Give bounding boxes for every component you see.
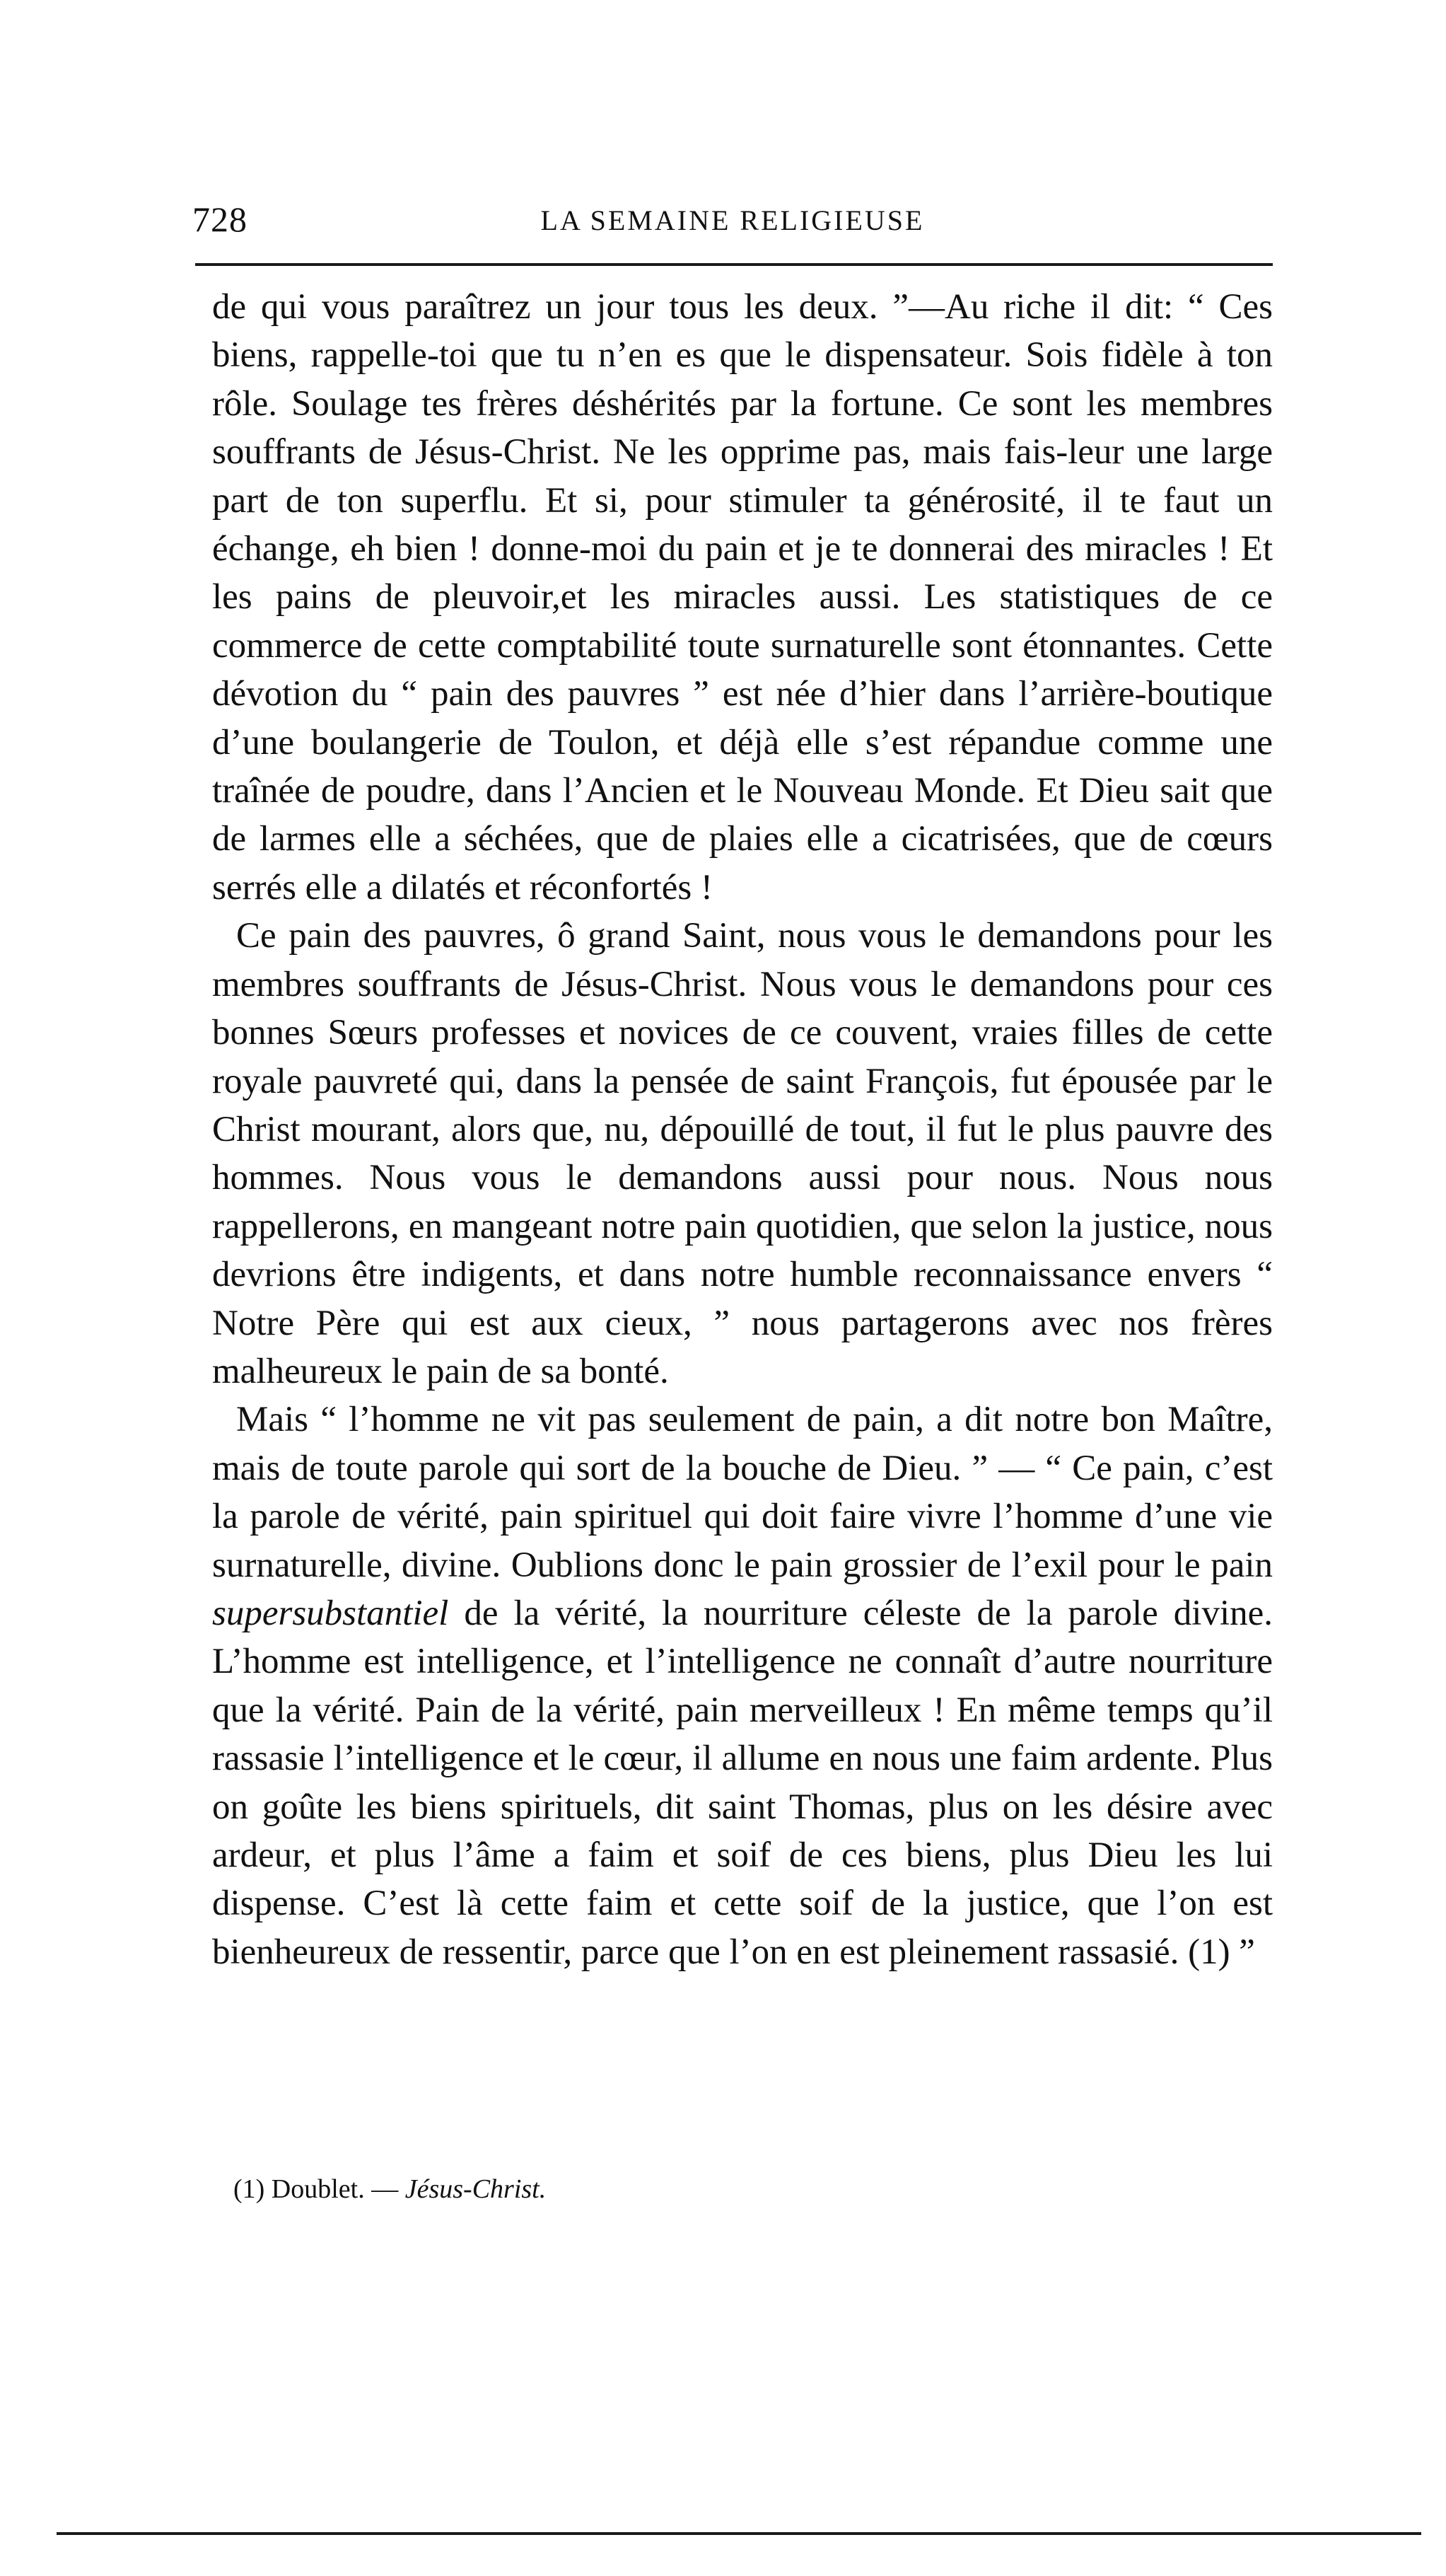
paragraph: Ce pain des pauvres, ô grand Saint, nous vous le demandons pour les membres souffrants de Jésus-Christ. Nous vous le demandons pour ces bonnes Sœurs professes et novices de ce couvent, vraies filles de cette royale pauvreté qui, dans la pensée de saint François, fut épousée par le Christ mourant, alors que, nu, dépouillé de tout, il fut le plus pauvre des hommes. Nous vous le demandons aussi pour nous. Nous nous rappellerons, en mangeant notre pain quotidien, que selon la justice, nous devrions être indigents, et dans notre humble reconnaissance envers “ Notre Père qui est aux cieux, ” nous partagerons avec nos frères malheureux le pain de sa bonté.: [212, 916, 1273, 1391]
paragraph-text: Mais “ l’homme ne vit pas seulement de pain, a dit notre bon Maître, mais de toute parole qui sort de la bouche de Dieu. ” — “ Ce pain, c’est la parole de vérité, pain spirituel qui doit faire vivre l’homme d’une vie surnaturelle, divine. Oublions donc le pain grossier de l’exil pour le pain: [212, 1400, 1273, 1585]
paragraph: [212, 1396, 1273, 1976]
footnote: [233, 2171, 1223, 2207]
italic-term: supersubstantiel: [212, 1593, 449, 1633]
footnote-source: Jésus-Christ.: [404, 2174, 547, 2204]
page-header: [192, 197, 1273, 242]
paragraph: de qui vous paraîtrez un jour tous les deux. ”—Au riche il dit: “ Ces biens, rappelle-toi que tu n’en es que le dispensateur. Sois fidèle à ton rôle. Soulage tes frères déshérités par la fortune. Ce sont les membres souffrants de Jésus-Christ. Ne les opprime pas, mais fais-leur une large part de ton superflu. Et si, pour stimuler ta générosité, il te faut un échange, eh bien ! donne-moi du pain et je te donnerai des miracles ! Et les pains de pleuvoir,et les miracles aussi. Les statistiques de ce commerce de cette comptabilité toute surnaturelle sont étonnantes. Cette dévotion du “ pain des pauvres ” est née d’hier dans l’arrière-boutique d’une boulangerie de Toulon, et déjà elle s’est répandue comme une traînée de poudre, dans l’Ancien et le Nouveau Monde. Et Dieu sait que de larmes elle a séchées, que de plaies elle a cicatrisées, que de cœurs serrés elle a dilatés et réconfortés !: [212, 287, 1273, 907]
page-number: 728: [192, 199, 247, 239]
footnote-marker: (1) Doublet. —: [233, 2174, 399, 2204]
body-text: [212, 283, 1273, 1976]
running-title: LA SEMAINE RELIGIEUSE: [540, 204, 925, 236]
paragraph-text: de la vérité, la nourriture céleste de la parole divine. L’homme est intelligence, et l’intelligence ne connaît d’autre nourriture que la vérité. Pain de la vérité, pain merveilleux ! En même temps qu’il rassasie l’intelligence et le cœur, il allume en nous une faim ardente. Plus on goûte les biens spirituels, dit saint Thomas, plus on les désire avec ardeur, et plus l’âme a faim et soif de ces biens, plus Dieu les lui dispense. C’est là cette faim et cette soif de la justice, que l’on est bienheureux de ressentir, parce que l’on en est pleinement rassasié. (1) ”: [212, 1593, 1273, 1972]
bottom-rule: [57, 2532, 1421, 2535]
header-rule: [195, 263, 1273, 266]
